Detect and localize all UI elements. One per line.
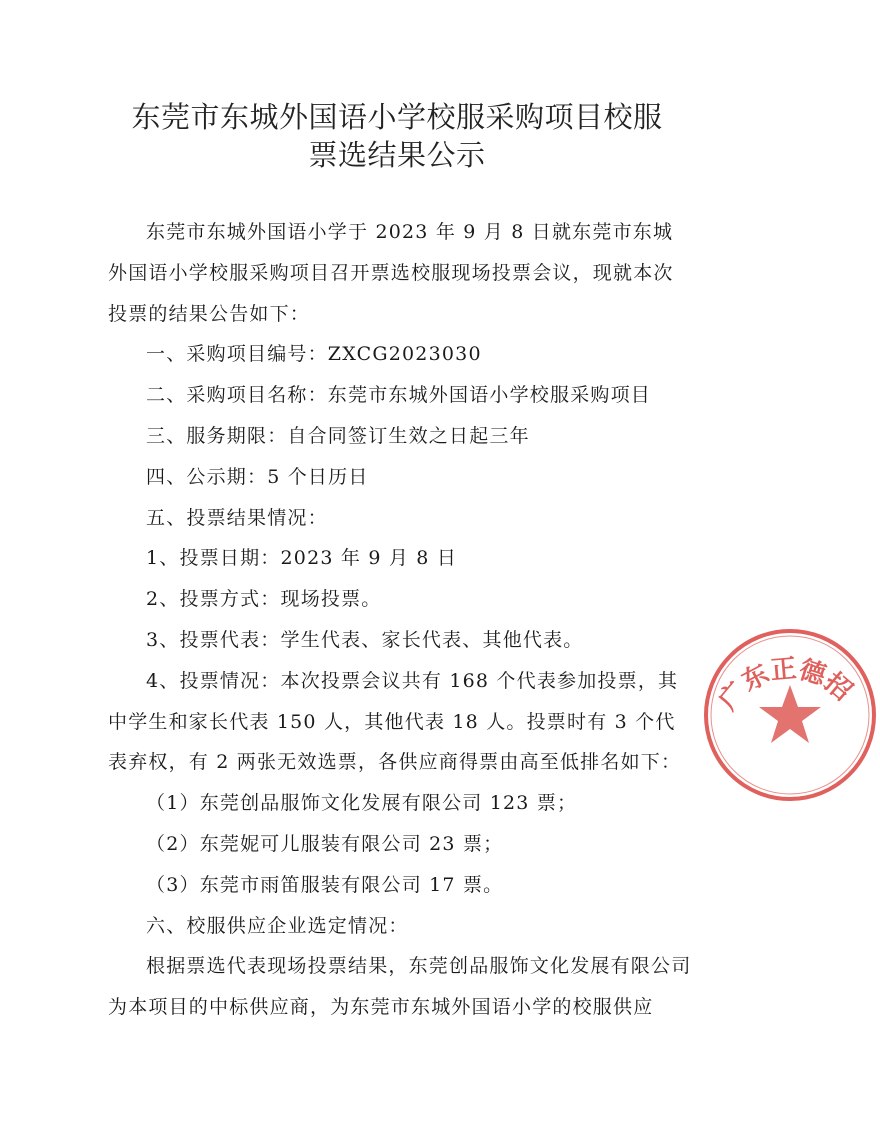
- title-line-1: 东莞市东城外国语小学校服采购项目校服: [131, 100, 663, 134]
- intro-paragraph: 东莞市东城外国语小学于 2023 年 9 月 8 日就东莞市东城外国语小学校服采购项目召开票选校服现场投票会议，现就本次投票的结果公告如下：: [108, 221, 674, 325]
- vote-method: 2、投票方式：现场投票。: [146, 588, 382, 611]
- seal-star-icon: [759, 685, 821, 743]
- title-line-2: 票选结果公示: [308, 138, 486, 172]
- document-title: [0, 98, 794, 174]
- vote-representatives: 3、投票代表：学生代表、家长代表、其他代表。: [146, 628, 584, 651]
- document-body: [108, 212, 692, 1028]
- selection-heading: 六、校服供应企业选定情况：: [146, 914, 409, 937]
- notice-period: 四、公示期：5 个日历日: [146, 465, 369, 488]
- vote-result-heading: 五、投票结果情况：: [146, 506, 328, 529]
- project-name: 二、采购项目名称：东莞市东城外国语小学校服采购项目: [146, 384, 652, 407]
- ranking-item-2: （2）东莞妮可儿服装有限公司 23 票；: [146, 832, 504, 855]
- company-seal: [700, 625, 880, 805]
- vote-date: 1、投票日期：2023 年 9 月 8 日: [146, 547, 458, 570]
- selection-text: 根据票选代表现场投票结果，东莞创品服饰文化发展有限公司为本项目的中标供应商，为东莞市东城外国语小学的校服供应: [108, 955, 692, 1019]
- vote-situation: 4、投票情况：本次投票会议共有 168 个代表参加投票，其中学生和家长代表 150 人，其他代表 18 人。投票时有 3 个代表弃权，有 2 两张无效选票，各供应商得票由高至低排名如下：: [108, 669, 682, 774]
- ranking-item-1: （1）东莞创品服饰文化发展有限公司 123 票；: [146, 792, 578, 815]
- ranking-item-3: （3）东莞市雨笛服装有限公司 17 票。: [146, 873, 504, 896]
- service-period: 三、服务期限：自合同签订生效之日起三年: [146, 424, 530, 447]
- project-number: 一、采购项目编号：ZXCG2023030: [146, 343, 482, 366]
- seal-text-path: 广东正德招: [713, 653, 858, 716]
